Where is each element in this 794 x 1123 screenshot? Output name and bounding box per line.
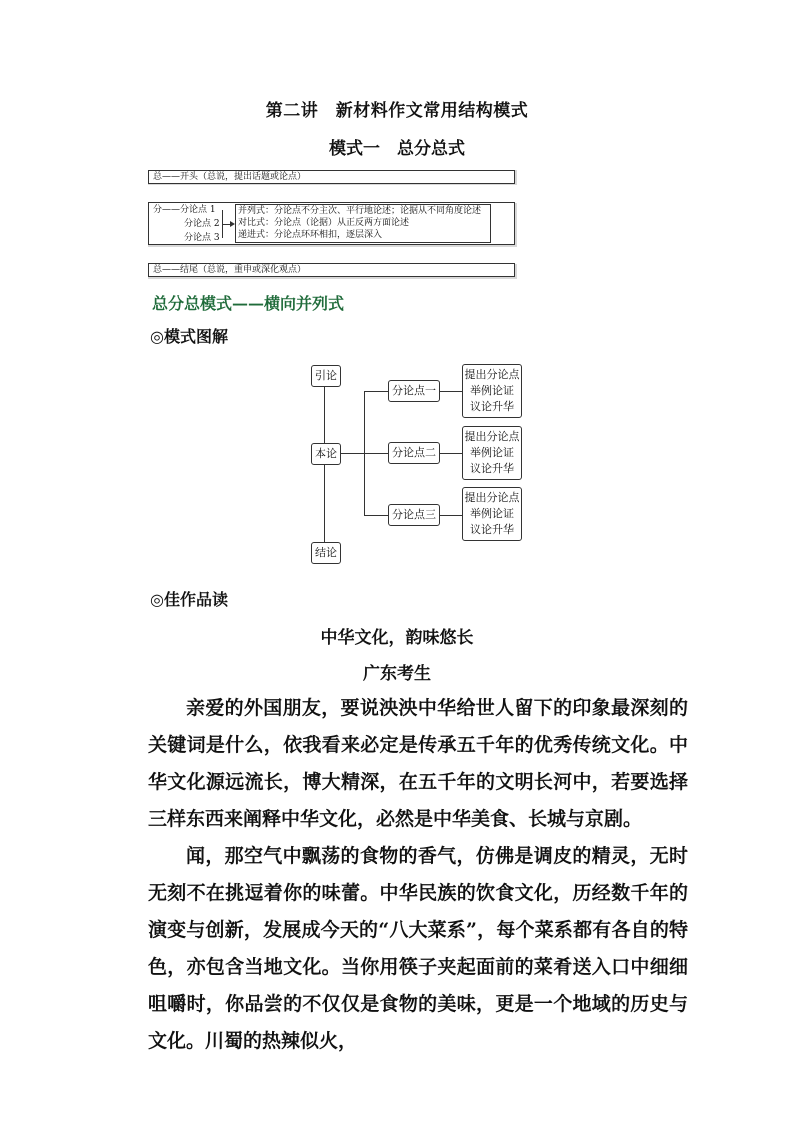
top-row-box xyxy=(148,170,515,184)
section-heading-essay: ◎佳作品读 xyxy=(150,590,228,609)
type-progressive: 递进式：分论点环环相扣，逐层深入 xyxy=(238,230,383,240)
detail-box-3 xyxy=(462,487,522,541)
detail-item: 提出分论点 xyxy=(464,491,520,504)
detail-item: 举例论证 xyxy=(470,446,514,459)
detail-item: 提出分论点 xyxy=(464,368,520,381)
detail-box-1 xyxy=(462,364,522,418)
detail-line-2 xyxy=(440,453,462,454)
mode-title: 模式一 总分总式 xyxy=(329,139,465,159)
branch-line-2 xyxy=(364,453,388,454)
bottom-row-text: 总——结尾（总说，重申或深化观点） xyxy=(153,265,307,275)
point-box-3: 分论点三 xyxy=(388,504,440,526)
sub-point-2: 分论点 2 xyxy=(184,219,220,229)
type-contrast: 对比式：分论点（论据）从正反两方面论述 xyxy=(238,218,410,228)
detail-line-3 xyxy=(440,515,462,516)
detail-item: 举例论证 xyxy=(470,507,514,520)
section-heading-diagram: ◎模式图解 xyxy=(150,327,228,346)
sub-point-3: 分论点 3 xyxy=(184,233,220,243)
body-branch-line xyxy=(341,453,364,454)
detail-box-2 xyxy=(462,426,522,480)
top-row-text: 总——开头（总说，提出话题或论点） xyxy=(153,172,307,182)
bottom-row-box xyxy=(148,263,515,277)
body-box: 本论 xyxy=(311,443,341,465)
branch-line-3 xyxy=(364,515,388,516)
essay-title: 中华文化，韵味悠长 xyxy=(320,628,474,648)
detail-line-1 xyxy=(440,391,462,392)
types-box xyxy=(235,204,491,243)
mode-heading: 总分总模式——横向并列式 xyxy=(152,294,345,313)
conclusion-box: 结论 xyxy=(311,542,341,564)
essay-paragraph-2: 闻，那空气中飘荡的食物的香气，仿佛是调皮的精灵，无时无刻不在挑逗着你的味蕾。中华民族的饮食文化，历经数千年的演变与创新，发展成今天的“八大菜系”，每个菜系都有各自的特色，亦包含当地文化。当你用筷子夹起面前的菜肴送入口中细细咀嚼时，你品尝的不仅仅是食物的美味，更是一个地域的历史与文化。川蜀的热辣似火， xyxy=(148,845,688,1052)
detail-item: 议论升华 xyxy=(470,400,514,413)
detail-item: 举例论证 xyxy=(470,384,514,397)
point-box-1: 分论点一 xyxy=(388,380,440,402)
branch-line-1 xyxy=(364,391,388,392)
essay-author: 广东考生 xyxy=(363,664,431,684)
intro-box: 引论 xyxy=(311,365,341,387)
fen-label: 分——分论点 1 xyxy=(153,205,216,215)
type-parallel: 并列式：分论点不分主次、平行地论述；论据从不同角度论述 xyxy=(238,206,482,216)
lecture-title: 第二讲 新材料作文常用结构模式 xyxy=(265,101,529,121)
essay-paragraph-1: 亲爱的外国朋友，要说泱泱中华给世人留下的印象最深刻的关键词是什么，依我看来必定是传承五千年的优秀传统文化。中华文化源远流长，博大精深，在五千年的文明长河中，若要选择三样东西来阐释中华文化，必然是中华美食、长城与京剧。 xyxy=(148,697,688,830)
detail-item: 议论升华 xyxy=(470,462,514,475)
detail-item: 议论升华 xyxy=(470,523,514,536)
point-box-2: 分论点二 xyxy=(388,442,440,464)
detail-item: 提出分论点 xyxy=(464,430,520,443)
